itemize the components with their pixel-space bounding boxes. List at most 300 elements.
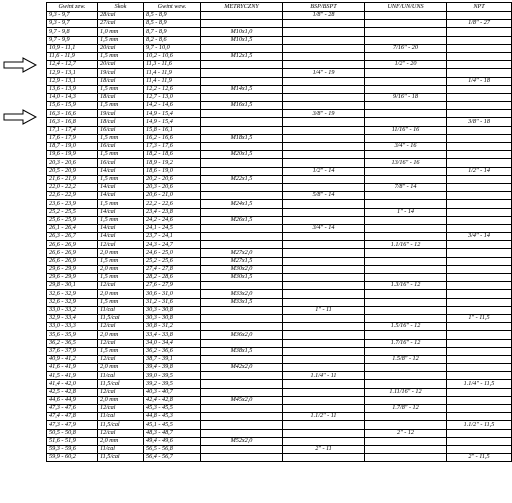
cell-metric: M52x2,0 <box>201 437 283 445</box>
cell-unf <box>365 421 447 429</box>
cell-unf: 11/16" - 16 <box>365 126 447 134</box>
cell-bsp <box>283 183 365 191</box>
cell-internal-thread: 42,4 - 42,8 <box>144 396 201 404</box>
cell-pitch: 2,0 mm <box>98 437 144 445</box>
cell-bsp <box>283 93 365 101</box>
cell-bsp <box>283 77 365 85</box>
table-row <box>47 331 512 339</box>
cell-external-thread: 9,7 - 9,8 <box>47 28 98 36</box>
cell-internal-thread: 24,3 - 24,7 <box>144 241 201 249</box>
cell-metric: M27x2,0 <box>201 249 283 257</box>
cell-external-thread: 20,3 - 20,6 <box>47 159 98 167</box>
cell-internal-thread: 28,2 - 28,6 <box>144 274 201 282</box>
cell-internal-thread: 45,1 - 45,5 <box>144 421 201 429</box>
cell-metric <box>201 323 283 331</box>
cell-npt <box>447 36 512 44</box>
cell-unf <box>365 290 447 298</box>
cell-external-thread: 12,9 - 13,1 <box>47 69 98 77</box>
table-row <box>47 183 512 191</box>
cell-metric <box>201 388 283 396</box>
cell-bsp <box>283 241 365 249</box>
cell-external-thread: 9,3 - 9,7 <box>47 12 98 20</box>
cell-npt <box>447 110 512 118</box>
cell-unf <box>365 364 447 372</box>
table-row <box>47 208 512 216</box>
cell-internal-thread: 14,9 - 15,4 <box>144 110 201 118</box>
cell-metric: M16x1,5 <box>201 102 283 110</box>
cell-pitch: 1,5 mm <box>98 52 144 60</box>
cell-internal-thread: 9,7 - 10,0 <box>144 44 201 52</box>
cell-external-thread: 9,3 - 9,7 <box>47 20 98 28</box>
cell-unf: 9/16" - 18 <box>365 93 447 101</box>
table-row <box>47 364 512 372</box>
cell-pitch: 14/cal <box>98 167 144 175</box>
cell-bsp <box>283 257 365 265</box>
header-npt: NPT <box>447 3 512 12</box>
cell-external-thread: 35,6 - 35,9 <box>47 331 98 339</box>
cell-npt <box>447 192 512 200</box>
table-row <box>47 445 512 453</box>
cell-unf <box>365 151 447 159</box>
cell-external-thread: 16,3 - 16,8 <box>47 118 98 126</box>
cell-pitch: 20/cal <box>98 61 144 69</box>
cell-external-thread: 23,6 - 23,9 <box>47 200 98 208</box>
cell-pitch: 12/cal <box>98 339 144 347</box>
cell-bsp: 1.1/4" - 11 <box>283 372 365 380</box>
cell-npt <box>447 200 512 208</box>
cell-external-thread: 33,0 - 33,2 <box>47 306 98 314</box>
table-row <box>47 52 512 60</box>
cell-npt: 2" - 11,5 <box>447 454 512 462</box>
table-row <box>47 290 512 298</box>
cell-npt <box>447 265 512 273</box>
cell-internal-thread: 20,3 - 20,6 <box>144 183 201 191</box>
cell-metric <box>201 233 283 241</box>
cell-metric <box>201 159 283 167</box>
cell-unf <box>365 372 447 380</box>
cell-internal-thread: 40,3 - 40,7 <box>144 388 201 396</box>
cell-npt <box>447 143 512 151</box>
cell-unf <box>365 200 447 208</box>
cell-external-thread: 26,6 - 26,9 <box>47 249 98 257</box>
cell-unf <box>365 249 447 257</box>
cell-internal-thread: 38,7 - 39,1 <box>144 355 201 363</box>
cell-unf <box>365 331 447 339</box>
cell-bsp <box>283 405 365 413</box>
cell-external-thread: 22,0 - 22,2 <box>47 183 98 191</box>
cell-npt <box>447 85 512 93</box>
cell-unf <box>365 52 447 60</box>
cell-npt <box>447 405 512 413</box>
cell-npt: 3/8" - 18 <box>447 118 512 126</box>
cell-npt <box>447 241 512 249</box>
thread-size-table-container <box>46 2 511 462</box>
cell-internal-thread: 8,5 - 8,9 <box>144 12 201 20</box>
table-row <box>47 102 512 110</box>
table-row <box>47 437 512 445</box>
cell-external-thread: 18,7 - 19,0 <box>47 143 98 151</box>
cell-internal-thread: 48,3 - 48,7 <box>144 429 201 437</box>
cell-external-thread: 19,6 - 19,9 <box>47 151 98 159</box>
cell-pitch: 12/cal <box>98 323 144 331</box>
cell-internal-thread: 20,6 - 21,0 <box>144 192 201 200</box>
cell-external-thread: 32,9 - 33,4 <box>47 314 98 322</box>
cell-npt <box>447 175 512 183</box>
cell-bsp <box>283 323 365 331</box>
cell-bsp <box>283 274 365 282</box>
cell-bsp: 5/8" - 14 <box>283 192 365 200</box>
cell-pitch: 12/cal <box>98 388 144 396</box>
cell-bsp <box>283 388 365 396</box>
cell-unf: 3/4" - 16 <box>365 143 447 151</box>
cell-bsp <box>283 331 365 339</box>
cell-pitch: 2,0 mm <box>98 396 144 404</box>
cell-bsp <box>283 216 365 224</box>
cell-external-thread: 14,0 - 14,3 <box>47 93 98 101</box>
cell-pitch: 12/cal <box>98 282 144 290</box>
cell-unf <box>365 224 447 232</box>
cell-external-thread: 11,6 - 11,9 <box>47 52 98 60</box>
cell-pitch: 14/cal <box>98 233 144 241</box>
cell-unf <box>365 314 447 322</box>
cell-external-thread: 37,6 - 37,9 <box>47 347 98 355</box>
cell-bsp <box>283 36 365 44</box>
cell-unf: 1/2" - 20 <box>365 61 447 69</box>
cell-external-thread: 47,3 - 47,9 <box>47 421 98 429</box>
cell-npt <box>447 44 512 52</box>
cell-pitch: 16/cal <box>98 126 144 134</box>
cell-internal-thread: 18,9 - 19,2 <box>144 159 201 167</box>
cell-unf: 1.11/16" - 12 <box>365 388 447 396</box>
cell-metric <box>201 20 283 28</box>
cell-external-thread: 32,6 - 32,9 <box>47 290 98 298</box>
cell-external-thread: 25,6 - 25,9 <box>47 216 98 224</box>
table-row <box>47 44 512 52</box>
cell-internal-thread: 24,6 - 25,0 <box>144 249 201 257</box>
cell-metric: M10x1,5 <box>201 36 283 44</box>
cell-internal-thread: 39,0 - 39,5 <box>144 372 201 380</box>
cell-npt <box>447 282 512 290</box>
table-row <box>47 118 512 126</box>
cell-metric: M26x1,5 <box>201 216 283 224</box>
cell-pitch: 1,5 mm <box>98 85 144 93</box>
cell-unf <box>365 28 447 36</box>
cell-unf: 7/8" - 14 <box>365 183 447 191</box>
cell-pitch: 11,5/cal <box>98 380 144 388</box>
cell-internal-thread: 49,4 - 49,6 <box>144 437 201 445</box>
table-row <box>47 396 512 404</box>
cell-npt: 1" - 11,5 <box>447 314 512 322</box>
table-row <box>47 380 512 388</box>
table-row <box>47 126 512 134</box>
table-row <box>47 347 512 355</box>
cell-bsp <box>283 298 365 306</box>
cell-internal-thread: 8,5 - 8,9 <box>144 20 201 28</box>
cell-bsp <box>283 265 365 273</box>
cell-bsp <box>283 28 365 36</box>
cell-pitch: 12/cal <box>98 405 144 413</box>
cell-unf <box>365 396 447 404</box>
cell-metric: M20x1,5 <box>201 151 283 159</box>
table-row <box>47 159 512 167</box>
cell-unf: 7/16" - 20 <box>365 44 447 52</box>
table-body <box>47 12 512 462</box>
cell-unf <box>365 118 447 126</box>
cell-external-thread: 59,3 - 59,6 <box>47 445 98 453</box>
cell-unf <box>365 437 447 445</box>
cell-metric <box>201 429 283 437</box>
cell-npt <box>447 306 512 314</box>
cell-pitch: 1,5 mm <box>98 175 144 183</box>
cell-pitch: 19/cal <box>98 69 144 77</box>
table-row <box>47 233 512 241</box>
cell-external-thread: 26,1 - 26,4 <box>47 224 98 232</box>
cell-bsp <box>283 355 365 363</box>
cell-internal-thread: 30,6 - 31,0 <box>144 290 201 298</box>
cell-pitch: 2,0 mm <box>98 290 144 298</box>
cell-npt <box>447 413 512 421</box>
cell-npt <box>447 323 512 331</box>
cell-unf <box>365 69 447 77</box>
cell-bsp <box>283 347 365 355</box>
cell-bsp <box>283 429 365 437</box>
cell-npt <box>447 93 512 101</box>
cell-pitch: 14/cal <box>98 208 144 216</box>
cell-internal-thread: 39,4 - 39,8 <box>144 364 201 372</box>
cell-pitch: 16/cal <box>98 143 144 151</box>
cell-npt <box>447 12 512 20</box>
cell-internal-thread: 56,5 - 56,8 <box>144 445 201 453</box>
cell-metric <box>201 183 283 191</box>
cell-metric <box>201 282 283 290</box>
cell-internal-thread: 36,2 - 36,6 <box>144 347 201 355</box>
table-row <box>47 298 512 306</box>
cell-unf <box>365 347 447 355</box>
cell-npt <box>447 52 512 60</box>
cell-unf <box>365 233 447 241</box>
cell-npt <box>447 208 512 216</box>
cell-npt: 1.1/2" - 11,5 <box>447 421 512 429</box>
cell-unf: 2" - 12 <box>365 429 447 437</box>
cell-bsp <box>283 364 365 372</box>
cell-bsp <box>283 52 365 60</box>
cell-bsp: 1.1/2" - 11 <box>283 413 365 421</box>
cell-internal-thread: 39,2 - 39,5 <box>144 380 201 388</box>
cell-bsp <box>283 249 365 257</box>
cell-unf <box>365 77 447 85</box>
cell-internal-thread: 34,0 - 34,4 <box>144 339 201 347</box>
cell-pitch: 11/cal <box>98 445 144 453</box>
cell-pitch: 1,5 mm <box>98 134 144 142</box>
cell-unf <box>365 12 447 20</box>
cell-unf <box>365 20 447 28</box>
cell-internal-thread: 15,8 - 16,1 <box>144 126 201 134</box>
cell-npt: 1/8" - 27 <box>447 20 512 28</box>
cell-internal-thread: 8,7 - 8,9 <box>144 28 201 36</box>
table-row <box>47 413 512 421</box>
cell-npt <box>447 372 512 380</box>
cell-unf: 1.7/8" - 12 <box>365 405 447 413</box>
cell-pitch: 2,0 mm <box>98 364 144 372</box>
cell-bsp <box>283 314 365 322</box>
cell-metric <box>201 413 283 421</box>
cell-internal-thread: 22,2 - 22,6 <box>144 200 201 208</box>
cell-bsp <box>283 20 365 28</box>
row-marker-arrow-icon <box>3 57 37 73</box>
table-row <box>47 454 512 462</box>
cell-bsp <box>283 143 365 151</box>
cell-npt <box>447 355 512 363</box>
cell-metric <box>201 167 283 175</box>
table-row <box>47 151 512 159</box>
cell-internal-thread: 30,8 - 31,2 <box>144 323 201 331</box>
cell-metric <box>201 224 283 232</box>
cell-external-thread: 29,6 - 29,9 <box>47 265 98 273</box>
cell-unf <box>365 175 447 183</box>
cell-npt <box>447 290 512 298</box>
cell-metric: M27x1,5 <box>201 257 283 265</box>
cell-external-thread: 47,3 - 47,6 <box>47 405 98 413</box>
cell-pitch: 1,5 mm <box>98 216 144 224</box>
cell-unf <box>365 298 447 306</box>
cell-metric <box>201 44 283 52</box>
cell-npt <box>447 298 512 306</box>
cell-metric <box>201 61 283 69</box>
table-row <box>47 355 512 363</box>
table-row <box>47 28 512 36</box>
cell-pitch: 1,5 mm <box>98 36 144 44</box>
table-row <box>47 20 512 28</box>
cell-unf <box>365 454 447 462</box>
cell-pitch: 14/cal <box>98 192 144 200</box>
cell-pitch: 16/cal <box>98 159 144 167</box>
cell-external-thread: 21,6 - 21,9 <box>47 175 98 183</box>
cell-unf: 1.1/16" - 12 <box>365 241 447 249</box>
cell-internal-thread: 14,9 - 15,4 <box>144 118 201 126</box>
cell-metric: M38x1,5 <box>201 347 283 355</box>
cell-metric <box>201 421 283 429</box>
cell-npt <box>447 28 512 36</box>
cell-npt <box>447 396 512 404</box>
table-row <box>47 216 512 224</box>
cell-metric: M45x2,0 <box>201 396 283 404</box>
cell-metric <box>201 192 283 200</box>
cell-pitch: 1,0 mm <box>98 28 144 36</box>
cell-metric <box>201 143 283 151</box>
cell-external-thread: 25,2 - 25,5 <box>47 208 98 216</box>
cell-unf: 13/16" - 16 <box>365 159 447 167</box>
cell-internal-thread: 30,3 - 30,8 <box>144 314 201 322</box>
cell-pitch: 20/cal <box>98 44 144 52</box>
cell-npt <box>447 331 512 339</box>
cell-unf <box>365 36 447 44</box>
cell-metric: M24x1,5 <box>201 200 283 208</box>
table-row <box>47 388 512 396</box>
cell-bsp <box>283 134 365 142</box>
cell-npt <box>447 445 512 453</box>
cell-internal-thread: 24,2 - 24,6 <box>144 216 201 224</box>
table-row <box>47 224 512 232</box>
cell-external-thread: 9,7 - 9,9 <box>47 36 98 44</box>
cell-pitch: 27/cal <box>98 20 144 28</box>
cell-pitch: 11,5/cal <box>98 454 144 462</box>
cell-npt <box>447 274 512 282</box>
cell-unf <box>365 216 447 224</box>
cell-npt <box>447 437 512 445</box>
cell-pitch: 1,5 mm <box>98 274 144 282</box>
cell-internal-thread: 23,4 - 23,8 <box>144 208 201 216</box>
table-row <box>47 249 512 257</box>
cell-unf <box>365 257 447 265</box>
header-metric: METRYCZNY <box>201 3 283 12</box>
header-unf: UNF/UN/UNS <box>365 3 447 12</box>
cell-metric: M33x2,0 <box>201 290 283 298</box>
cell-internal-thread: 31,2 - 31,6 <box>144 298 201 306</box>
cell-internal-thread: 23,7 - 24,1 <box>144 233 201 241</box>
header-bsp: BSP/BSPT <box>283 3 365 12</box>
cell-internal-thread: 24,1 - 24,5 <box>144 224 201 232</box>
cell-unf <box>365 445 447 453</box>
cell-npt: 3/4" - 14 <box>447 233 512 241</box>
cell-external-thread: 29,6 - 29,9 <box>47 274 98 282</box>
cell-metric <box>201 405 283 413</box>
cell-unf <box>365 265 447 273</box>
cell-metric <box>201 93 283 101</box>
cell-unf <box>365 380 447 388</box>
cell-bsp <box>283 118 365 126</box>
table-row <box>47 405 512 413</box>
table-row <box>47 69 512 77</box>
cell-pitch: 14/cal <box>98 224 144 232</box>
table-row <box>47 241 512 249</box>
cell-npt <box>447 134 512 142</box>
cell-unf <box>365 306 447 314</box>
cell-internal-thread: 20,2 - 20,6 <box>144 175 201 183</box>
cell-npt <box>447 249 512 257</box>
cell-bsp: 1/8" - 28 <box>283 12 365 20</box>
cell-npt <box>447 257 512 265</box>
cell-metric <box>201 69 283 77</box>
table-row <box>47 265 512 273</box>
cell-unf <box>365 274 447 282</box>
cell-internal-thread: 11,3 - 11,6 <box>144 61 201 69</box>
cell-pitch: 1,5 mm <box>98 200 144 208</box>
table-row <box>47 110 512 118</box>
table-row <box>47 143 512 151</box>
cell-external-thread: 17,6 - 17,9 <box>47 134 98 142</box>
cell-bsp <box>283 200 365 208</box>
cell-unf <box>365 192 447 200</box>
cell-npt <box>447 388 512 396</box>
cell-npt <box>447 429 512 437</box>
cell-metric: M36x2,0 <box>201 331 283 339</box>
cell-external-thread: 47,4 - 47,8 <box>47 413 98 421</box>
cell-pitch: 11/cal <box>98 413 144 421</box>
cell-npt <box>447 339 512 347</box>
cell-npt <box>447 216 512 224</box>
cell-bsp <box>283 380 365 388</box>
cell-npt <box>447 151 512 159</box>
cell-internal-thread: 12,7 - 13,0 <box>144 93 201 101</box>
cell-unf <box>365 134 447 142</box>
table-row <box>47 85 512 93</box>
cell-external-thread: 42,5 - 42,8 <box>47 388 98 396</box>
cell-external-thread: 44,6 - 44,9 <box>47 396 98 404</box>
cell-npt <box>447 364 512 372</box>
cell-npt: 1/2" - 14 <box>447 167 512 175</box>
cell-npt <box>447 69 512 77</box>
cell-pitch: 2,0 mm <box>98 249 144 257</box>
